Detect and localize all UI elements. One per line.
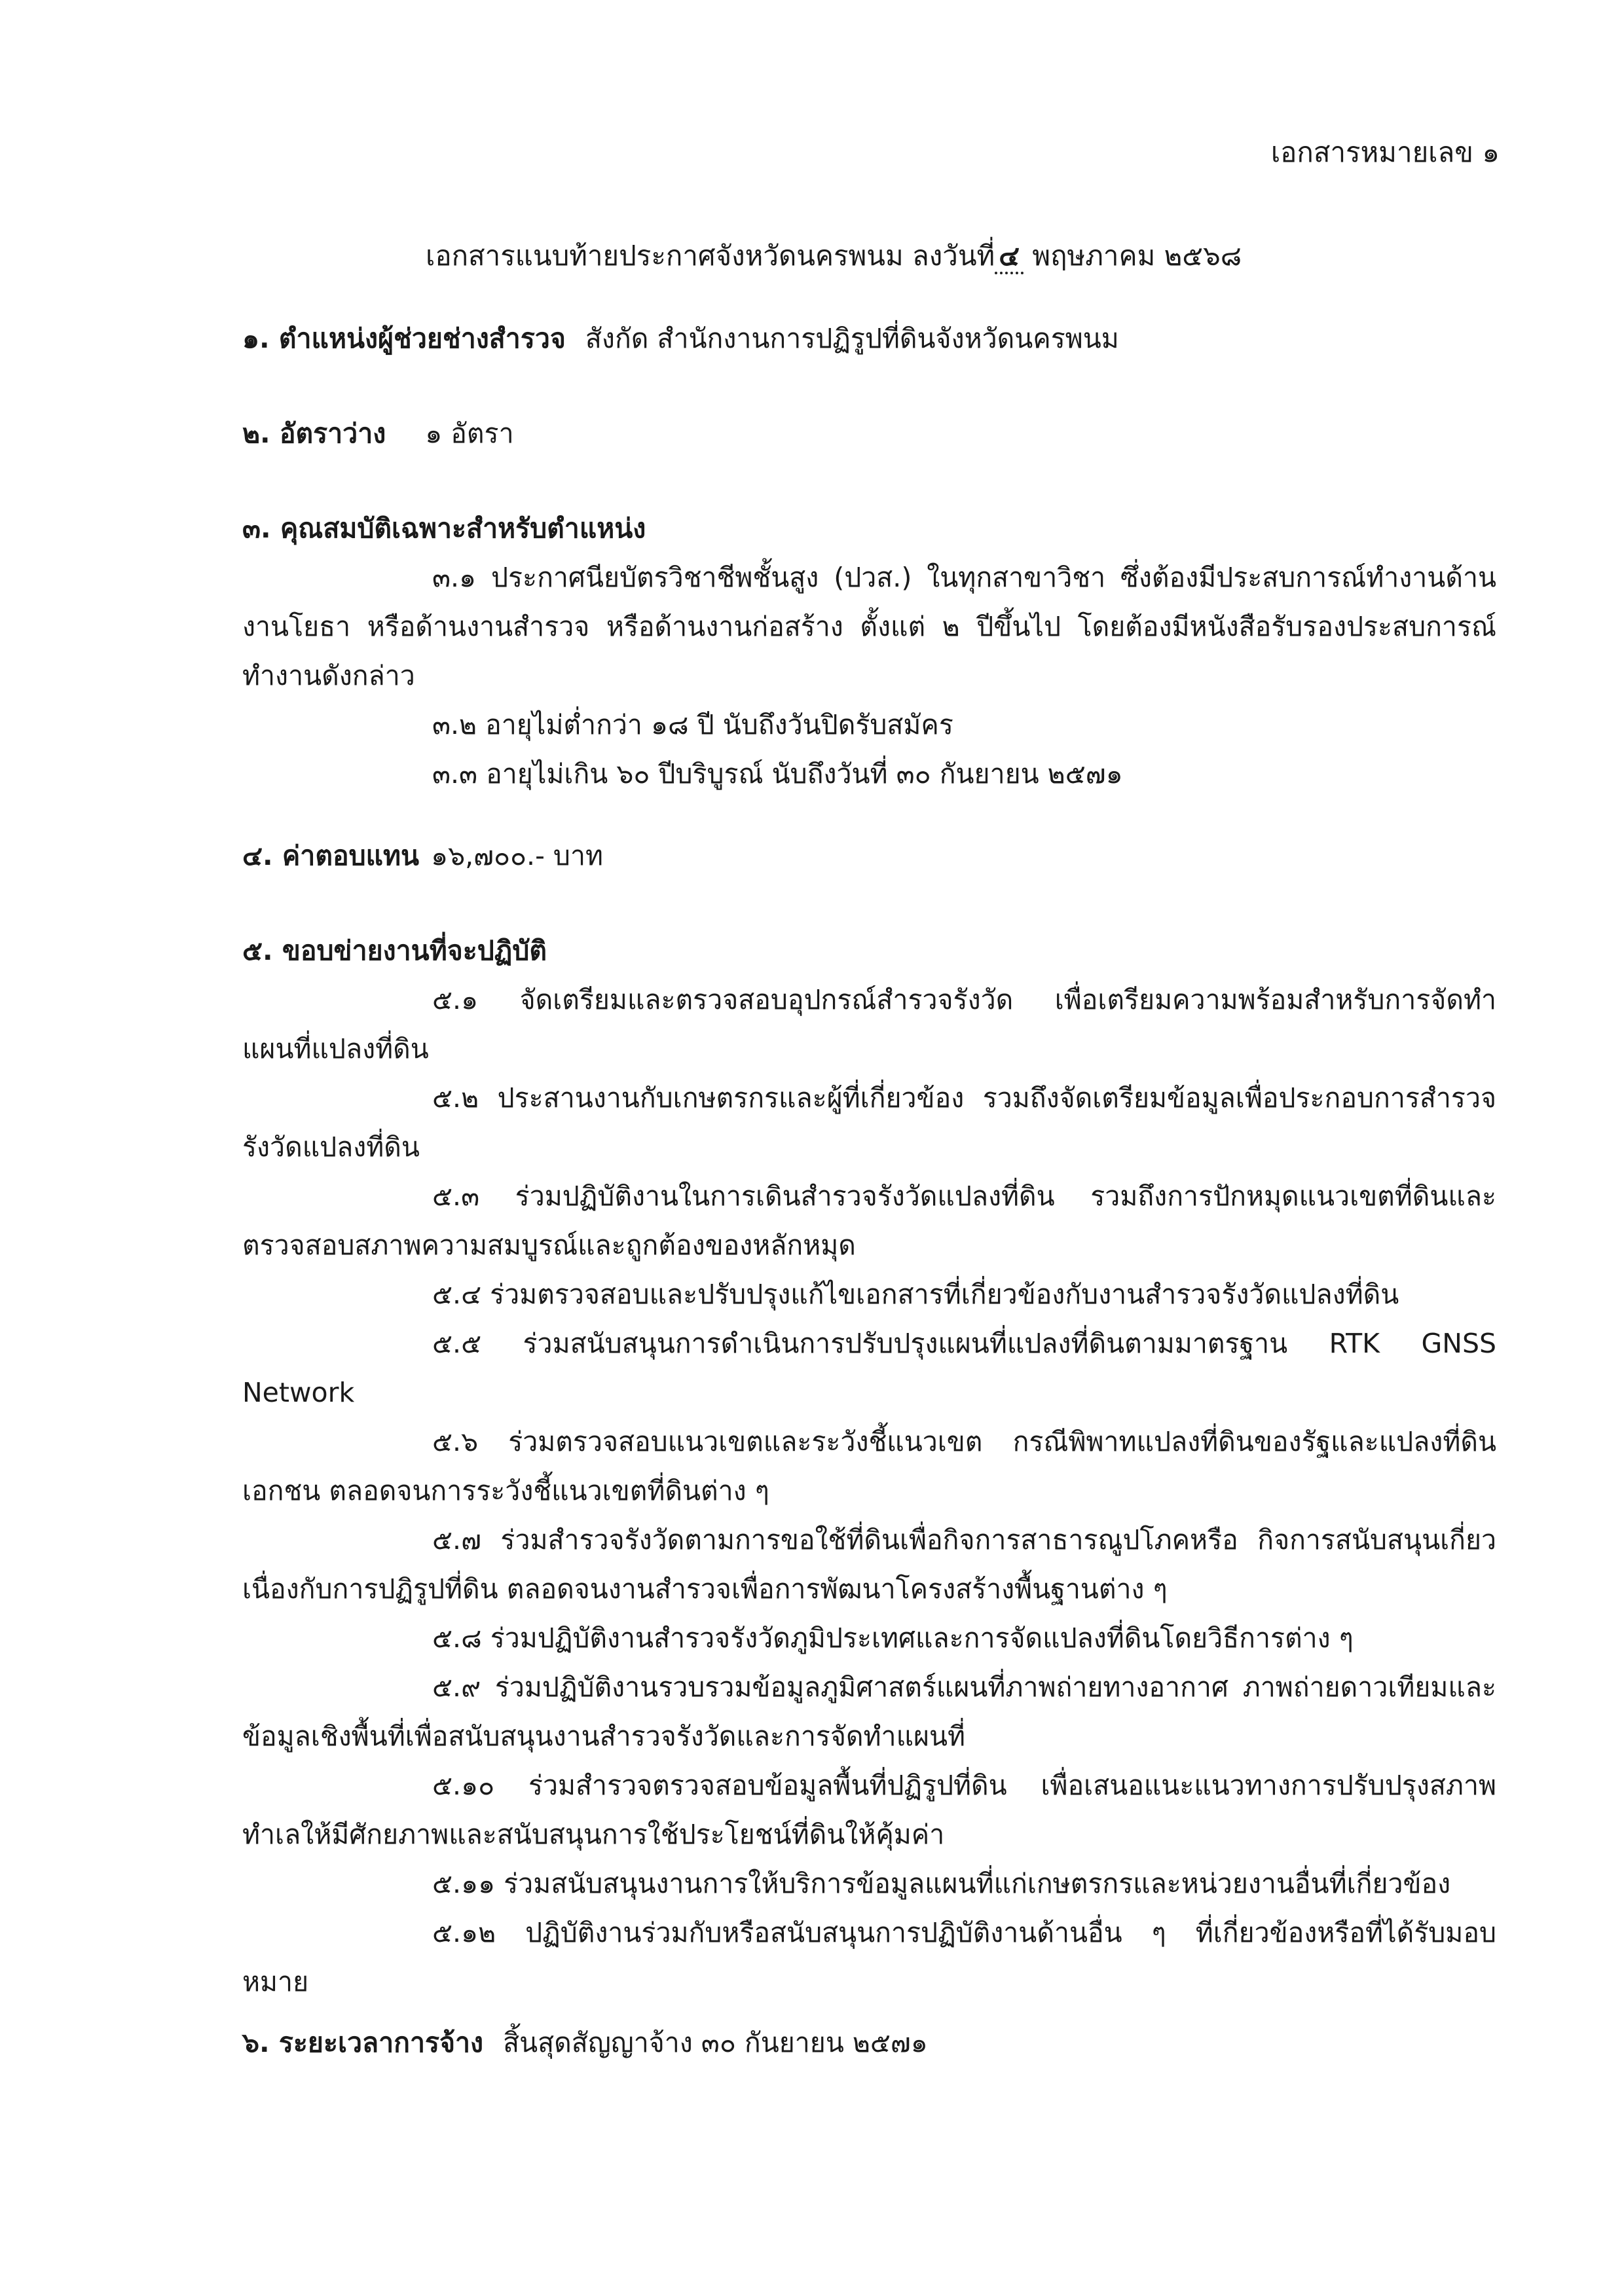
document-number: เอกสารหมายเลข ๑ — [1270, 136, 1500, 168]
section-3-title: ๓. คุณสมบัติเฉพาะสำหรับตำแหน่ง — [242, 513, 646, 544]
section-compensation — [242, 831, 1496, 881]
scope-item: ๕.๓ ร่วมปฏิบัติงานในการเดินสำรวจรังวัดแปลงที่ดิน รวมถึงการปักหมุดแนวเขตที่ดินและตรวจสอบสภาพความสมบูรณ์และถูกต้องของหลักหมุด — [242, 1180, 1496, 1261]
section-2-title: ๒. อัตราว่าง — [242, 418, 386, 449]
scope-item: ๕.๙ ร่วมปฏิบัติงานรวบรวมข้อมูลภูมิศาสตร์แผนที่ภาพถ่ายทางอากาศ ภาพถ่ายดาวเทียมและข้อมูลเชิงพื้นที่เพื่อสนับสนุนงานสำรวจรังวัดและการจัดทำแผนที่ — [242, 1671, 1496, 1752]
section-position — [242, 314, 1496, 363]
section-1-value: สังกัด สำนักงานการปฏิรูปที่ดินจังหวัดนครพนม — [585, 323, 1119, 354]
section-qualifications — [242, 504, 1496, 799]
qualification-item: ๓.๑ ประกาศนียบัตรวิชาชีพชั้นสูง (ปวส.) ในทุกสาขาวิชา ซึ่งต้องมีประสบการณ์ทำงานด้านงานโยธา หรือด้านงานสำรวจ หรือด้านงานก่อสร้าง ตั้งแต่ ๒ ปีขึ้นไป โดยต้องมีหนังสือรับรองประสบการณ์ทำงานดังกล่าว — [242, 562, 1496, 691]
qualification-item: ๓.๓ อายุไม่เกิน ๖๐ ปีบริบูรณ์ นับถึงวันที่ ๓๐ กันยายน ๒๕๗๑ — [432, 758, 1123, 790]
document-header — [426, 234, 1242, 278]
scope-item: ๕.๑ จัดเตรียมและตรวจสอบอุปกรณ์สำรวจรังวัด เพื่อเตรียมความพร้อมสำหรับการจัดทำแผนที่แปลงที่ดิน — [242, 984, 1496, 1065]
header-prefix: เอกสารแนบท้ายประกาศจังหวัดนครพนม ลงวันที่ — [426, 240, 995, 272]
qualification-item: ๓.๒ อายุไม่ต่ำกว่า ๑๘ ปี นับถึงวันปิดรับสมัคร — [432, 709, 953, 740]
section-scope-of-work — [242, 926, 1496, 2007]
header-date-filled: ๔ — [995, 240, 1024, 274]
header-suffix: พฤษภาคม ๒๕๖๘ — [1032, 240, 1242, 272]
section-4-value: ๑๖,๗๐๐.- บาท — [431, 840, 603, 871]
scope-item: ๕.๗ ร่วมสำรวจรังวัดตามการขอใช้ที่ดินเพื่อกิจการสาธารณูปโภคหรือ กิจการสนับสนุนเกี่ยวเนื่องกับการปฏิรูปที่ดิน ตลอดจนงานสำรวจเพื่อการพัฒนาโครงสร้างพื้นฐานต่าง ๆ — [242, 1524, 1496, 1605]
scope-item: ๕.๖ ร่วมตรวจสอบแนวเขตและระวังชี้แนวเขต กรณีพิพาทแปลงที่ดินของรัฐและแปลงที่ดินเอกชน ตลอดจนการระวังชี้แนวเขตที่ดินต่าง ๆ — [242, 1426, 1496, 1506]
section-6-title: ๖. ระยะเวลาการจ้าง — [242, 2027, 484, 2058]
scope-item: ๕.๘ ร่วมปฏิบัติงานสำรวจรังวัดภูมิประเทศและการจัดแปลงที่ดินโดยวิธีการต่าง ๆ — [432, 1622, 1354, 1654]
section-4-title: ๔. ค่าตอบแทน — [242, 840, 420, 871]
section-1-title: ๑. ตำแหน่งผู้ช่วยช่างสำรวจ — [242, 323, 566, 354]
scope-item: ๕.๕ ร่วมสนับสนุนการดำเนินการปรับปรุงแผนที่แปลงที่ดินตามมาตรฐาน RTK GNSS Network — [242, 1328, 1496, 1408]
section-2-value: ๑ อัตรา — [425, 418, 514, 449]
scope-item: ๕.๑๑ ร่วมสนับสนุนงานการให้บริการข้อมูลแผนที่แก่เกษตรกรและหน่วยงานอื่นที่เกี่ยวข้อง — [432, 1868, 1451, 1899]
document-body — [242, 314, 1496, 2068]
section-employment-period — [242, 2018, 1496, 2068]
section-6-value: สิ้นสุดสัญญาจ้าง ๓๐ กันยายน ๒๕๗๑ — [503, 2027, 928, 2058]
scope-item: ๕.๔ ร่วมตรวจสอบและปรับปรุงแก้ไขเอกสารที่เกี่ยวข้องกับงานสำรวจรังวัดแปลงที่ดิน — [432, 1279, 1399, 1310]
section-5-title: ๕. ขอบข่ายงานที่จะปฏิบัติ — [242, 935, 547, 966]
section-vacancy — [242, 409, 1496, 458]
scope-item: ๕.๑๒ ปฏิบัติงานร่วมกับหรือสนับสนุนการปฏิบัติงานด้านอื่น ๆ ที่เกี่ยวข้องหรือที่ได้รับมอบหมาย — [242, 1917, 1496, 1997]
scope-item: ๕.๒ ประสานงานกับเกษตรกรและผู้ที่เกี่ยวข้อง รวมถึงจัดเตรียมข้อมูลเพื่อประกอบการสำรวจรังวัดแปลงที่ดิน — [242, 1082, 1496, 1163]
scope-item: ๕.๑๐ ร่วมสำรวจตรวจสอบข้อมูลพื้นที่ปฏิรูปที่ดิน เพื่อเสนอแนะแนวทางการปรับปรุงสภาพทำเลให้มีศักยภาพและสนับสนุนการใช้ประโยชน์ที่ดินให้คุ้มค่า — [242, 1770, 1496, 1850]
